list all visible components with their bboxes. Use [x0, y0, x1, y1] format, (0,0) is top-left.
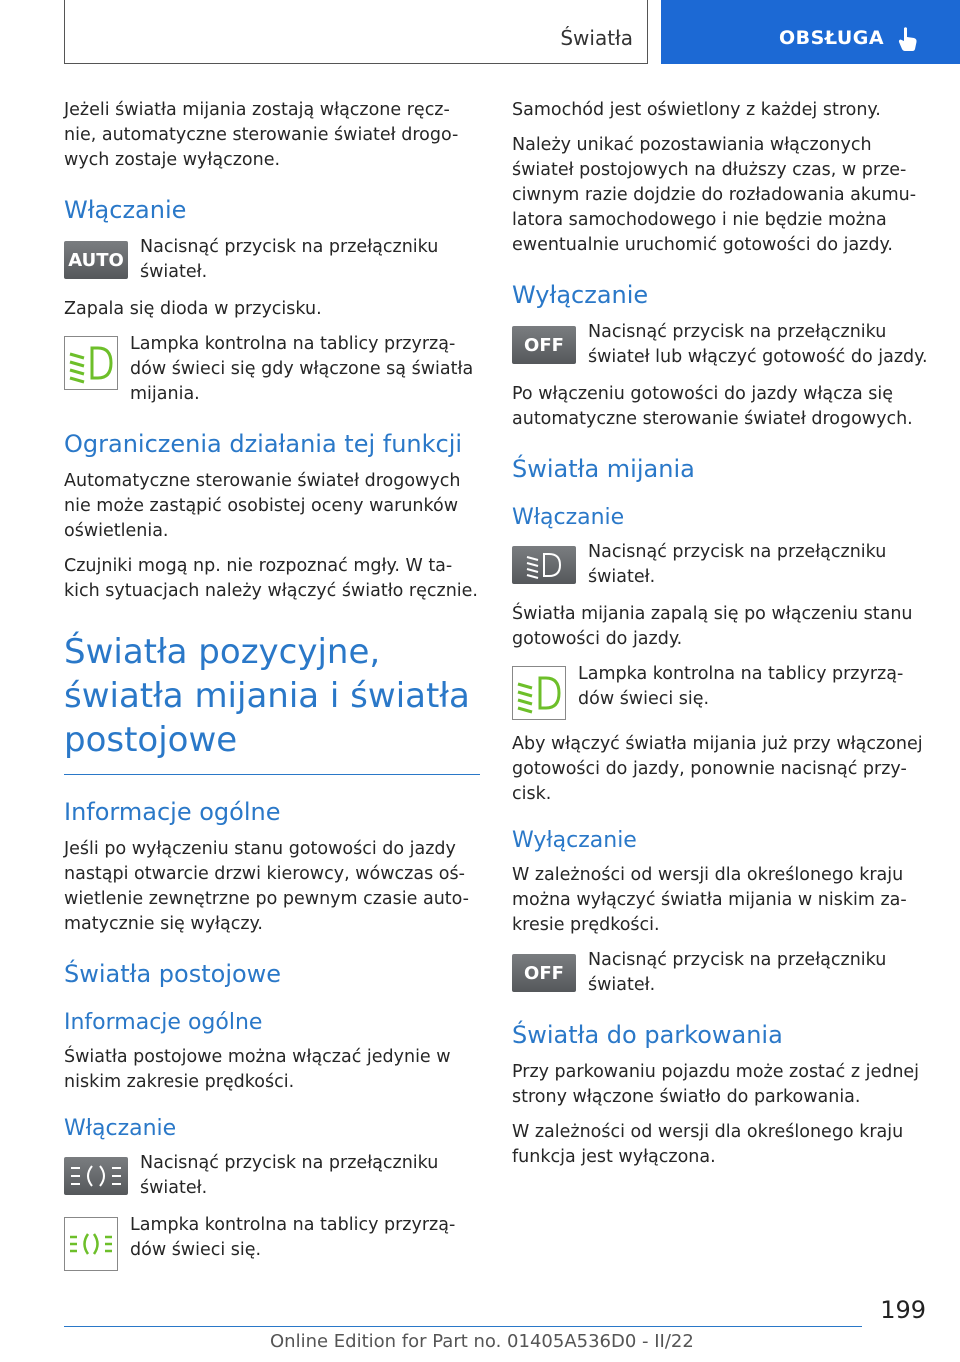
lamp2-instruction	[64, 1213, 480, 1271]
auto-instruction-text: Nacisnąć przycisk na przełączniku świateł.	[140, 237, 439, 282]
aby-text: Aby włączyć światła mijania już przy włączonej gotowości do jazdy, ponownie nacisnąć przy-cisk.	[512, 734, 923, 804]
low-beam-indicator-icon-2	[512, 666, 566, 720]
heading-info: Informacje ogólne	[64, 798, 281, 826]
low-beam-indicator-icon	[64, 336, 118, 390]
off-instruction	[512, 320, 928, 370]
lamp1-instruction	[64, 332, 480, 407]
low-beam-button-icon	[512, 546, 576, 584]
ogr-paragraph-1: Automatyczne sterowanie świateł drogowych nie może zastąpić osobistej oceny warunków oświetlenia.	[64, 471, 461, 541]
low-beam-instruction-text: Nacisnąć przycisk na przełączniku świateł.	[588, 542, 887, 587]
parking-instruction-text: Nacisnąć przycisk na przełączniku świateł.	[140, 1153, 439, 1198]
auto-button-icon: AUTO	[64, 241, 128, 279]
ogr-paragraph-2: Czujniki mogą np. nie rozpoznać mgły. W ta-kich sytuacjach należy włączyć światło ręcznie.	[64, 556, 478, 601]
parking-light-button-icon	[64, 1157, 128, 1195]
off-button-icon: OFF	[512, 326, 576, 364]
lamp3-instruction	[512, 662, 928, 720]
dioda-text: Zapala się dioda w przycisku.	[64, 299, 322, 319]
off-instruction-text: Nacisnąć przycisk na przełączniku świateł lub włączyć gotowość do jazdy.	[588, 322, 928, 367]
lamp3-text: Lampka kontrolna na tablicy przyrzą-dów świeci się.	[578, 664, 904, 709]
off2-instruction-text: Nacisnąć przycisk na przełączniku świateł.	[588, 950, 887, 995]
header-chapter-tab	[661, 0, 960, 64]
right-column	[512, 98, 928, 1180]
header-section-box	[64, 0, 648, 64]
heading-main: Światła pozycyjne, światła mijania i światła postojowe	[64, 630, 480, 775]
po-text: Po włączeniu gotowości do jazdy włącza się automatyczne sterowanie świateł drogowych.	[512, 384, 913, 429]
heading-parkowania: Światła do parkowania	[512, 1021, 783, 1049]
heading-wylaczanie: Wyłączanie	[512, 281, 649, 309]
header-section-title: Światła	[560, 26, 633, 50]
auto-instruction	[64, 235, 480, 285]
header-chapter-label: OBSŁUGA	[779, 27, 885, 49]
heading-mijania: Światła mijania	[512, 455, 695, 483]
zaleznosci-text: W zależności od wersji dla określonego kraju można wyłączyć światła mijania w niskim za-kresie prędkości.	[512, 865, 907, 935]
footer-divider	[64, 1326, 862, 1327]
heading-postojowe: Światła postojowe	[64, 960, 282, 988]
parking-light-indicator-icon	[64, 1217, 118, 1271]
lamp1-text: Lampka kontrolna na tablicy przyrzą-dów świeci się gdy włączone są światła mijania.	[130, 334, 474, 404]
heading-info-2: Informacje ogólne	[64, 1010, 263, 1035]
edition-footer: Online Edition for Part no. 01405A536D0 - II/22	[270, 1331, 694, 1352]
page-number: 199	[880, 1296, 926, 1324]
heading-wlaczanie-2: Włączanie	[64, 1116, 177, 1141]
left-column	[64, 98, 480, 1283]
info2-paragraph: Światła postojowe można włączać jedynie w niskim zakresie prędkości.	[64, 1047, 451, 1092]
off-button-icon-2: OFF	[512, 954, 576, 992]
right-paragraph-2: Należy unikać pozostawiania włączonych świateł postojowych na dłuższy czas, w prze-ciwnym razie dojdzie do rozładowania akumu-latora samochodowego i nie będzie można ewentualnie uruchomić gotowości do jazdy.	[512, 135, 917, 255]
lamp2-text: Lampka kontrolna na tablicy przyrzą-dów świeci się.	[130, 1215, 456, 1260]
heading-wlaczanie: Włączanie	[64, 196, 187, 224]
heading-wylaczanie-2: Wyłączanie	[512, 828, 637, 853]
right-paragraph-1: Samochód jest oświetlony z każdej strony.	[512, 100, 881, 120]
hand-pointer-icon	[897, 26, 919, 52]
off2-instruction	[512, 948, 928, 998]
heading-wlaczanie-right: Włączanie	[512, 505, 625, 530]
park-paragraph-1: Przy parkowaniu pojazdu może zostać z jednej strony włączone światło do parkowania.	[512, 1062, 920, 1107]
park-paragraph-2: W zależności od wersji dla określonego kraju funkcja jest wyłączona.	[512, 1122, 904, 1167]
parking-instruction	[64, 1151, 480, 1201]
heading-ograniczenia: Ograniczenia działania tej funkcji	[64, 430, 463, 458]
mijania-text: Światła mijania zapalą się po włączeniu stanu gotowości do jazdy.	[512, 604, 913, 649]
info-paragraph: Jeśli po wyłączeniu stanu gotowości do jazdy nastąpi otwarcie drzwi kierowcy, wówczas oś-wietlenie zewnętrzne po pewnym czasie auto-matycznie się wyłączy.	[64, 839, 469, 934]
low-beam-instruction	[512, 540, 928, 590]
intro-text: Jeżeli światła mijania zostają włączone ręcz-nie, automatyczne sterowanie świateł drogo-wych zostaje wyłączone.	[64, 100, 459, 170]
